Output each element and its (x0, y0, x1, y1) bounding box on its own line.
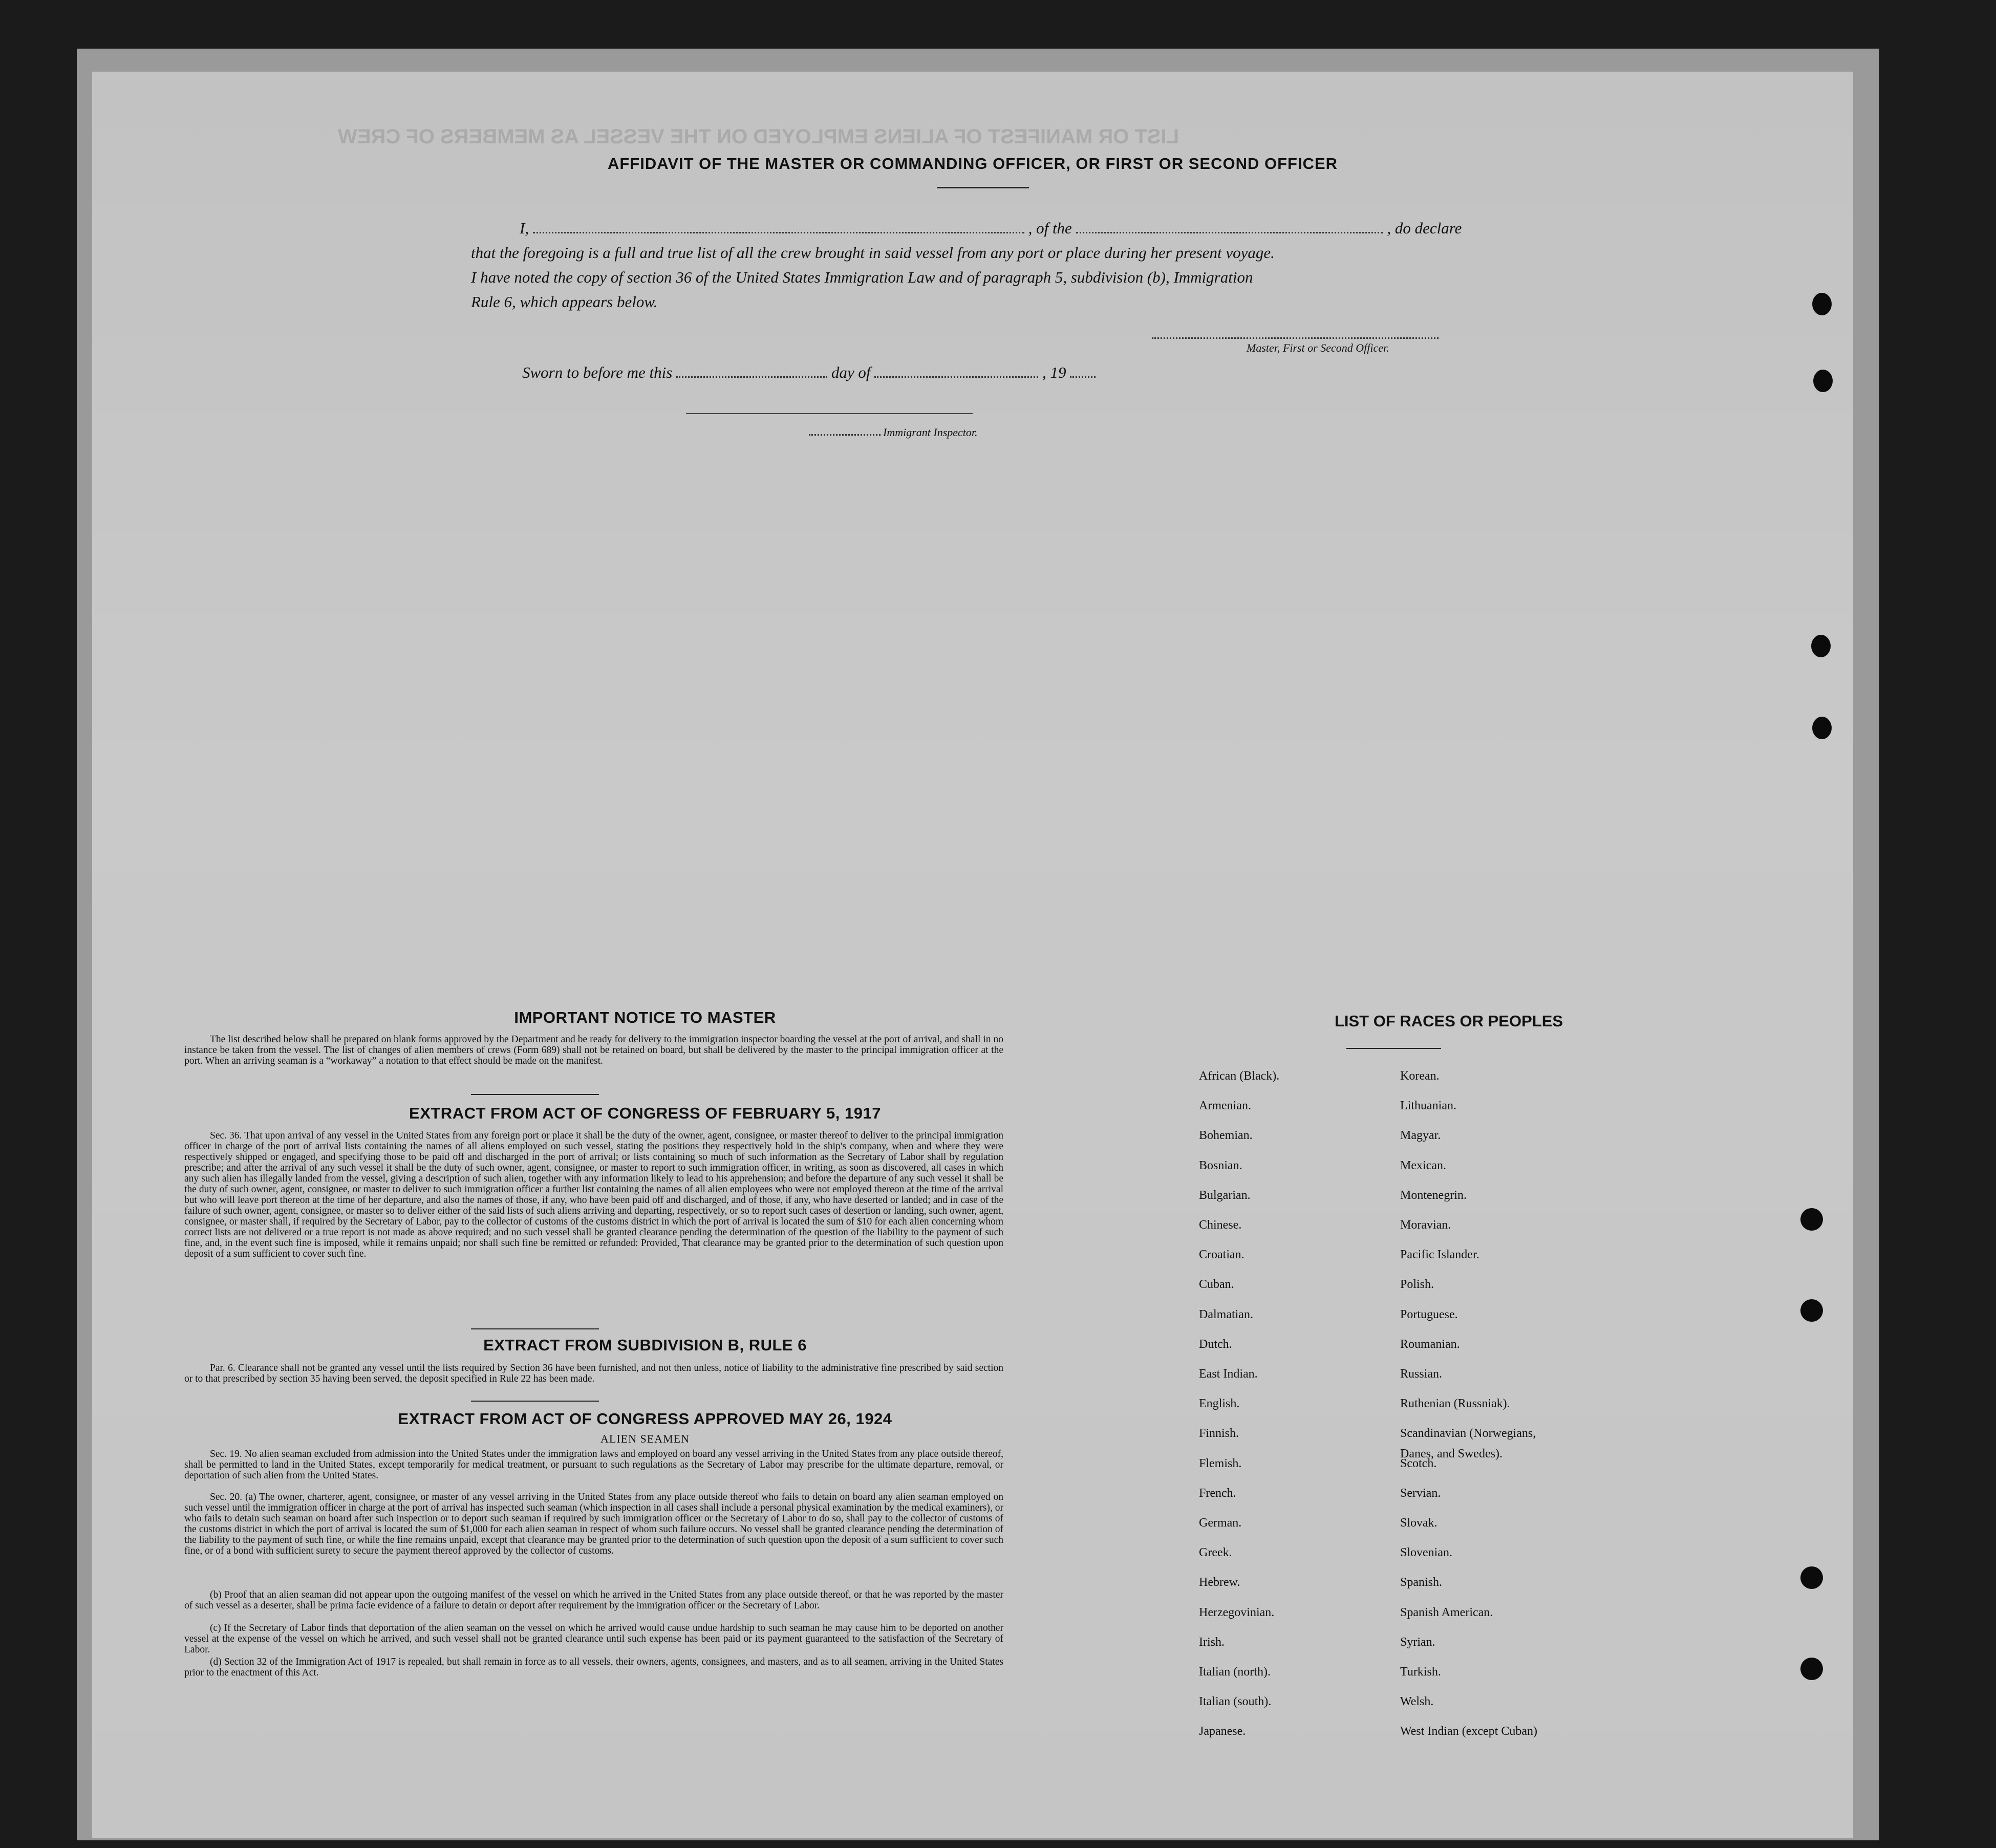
do-declare-label: , do declare (1387, 219, 1462, 237)
race-item: Cuban. (1199, 1278, 1234, 1291)
race-item: Syrian. (1400, 1636, 1435, 1649)
race-item: Roumanian. (1400, 1338, 1460, 1351)
divider (471, 1328, 599, 1329)
race-item: Scandinavian (Norwegians, (1400, 1427, 1536, 1440)
race-item: Greek. (1199, 1546, 1232, 1559)
rule-6-text: Par. 6. Clearance shall not be granted any vessel until the lists required by Section 36 have been furnished, and not then unless, notice of liability to the administrative fine prescribed by said section or to that prescribed by section 35 having been served, the deposit specified in Rule 22 has been made. (184, 1363, 1003, 1384)
master-signature-field[interactable] (1152, 335, 1439, 339)
race-item: Croatian. (1199, 1248, 1244, 1261)
affidavit-line-4: Rule 6, which appears below. (471, 293, 658, 311)
notice-title: IMPORTANT NOTICE TO MASTER (514, 1008, 776, 1026)
race-item: Welsh. (1400, 1695, 1434, 1708)
binder-hole (1800, 1566, 1823, 1589)
race-item: African (Black). (1199, 1069, 1280, 1083)
race-item: Portuguese. (1400, 1308, 1458, 1321)
race-item: Irish. (1199, 1636, 1225, 1649)
race-item: Dutch. (1199, 1338, 1232, 1351)
extract-1924-subtitle: ALIEN SEAMEN (600, 1432, 690, 1445)
sworn-line (522, 363, 1096, 382)
race-item: Slovenian. (1400, 1546, 1452, 1559)
races-title-underline (1346, 1048, 1441, 1049)
race-item: Italian (north). (1199, 1665, 1271, 1679)
race-item: Finnish. (1199, 1427, 1239, 1440)
race-item: Polish. (1400, 1278, 1434, 1291)
race-item: Mexican. (1400, 1159, 1446, 1172)
declarant-name-field[interactable] (533, 230, 1024, 233)
race-item: Chinese. (1199, 1218, 1242, 1232)
extract-1917-text: Sec. 36. That upon arrival of any vessel in the United States from any foreign port or place it shall be the duty of the owner, agent, consignee, or master thereof to deliver to the principal immigration officer in charge of the port of arrival lists containing the names of all aliens employed on such vessel, stating the positions they respectively hold in the ship's company, when and where they were respectively shipped or engaged, and specifying those to be paid off and discharged in the port of arrival; or lists containing so much of such information as the Secretary of Labor shall by regulation prescribe; and after the arrival of any such vessel it shall be the duty of such owner, agent, consignee, or master to report to such immigration officer, in writing, as soon as discovered, all cases in which any such alien has illegally landed from the vessel, giving a description of such alien, together with any information likely to lead to his apprehension; and before the departure of any such vessel it shall be the duty of such owner, agent, consignee, or master to deliver to such immigration officer a further list containing the names of all alien employees who were not employed thereon at the time of the arrival but who will leave port thereon at the time of her departure, and also the names of those, if any, who have been paid off and discharged, and of those, if any, who have deserted or landed; and in case of the failure of such owner, agent, consignee, or master so to deliver either of the said lists of such aliens arriving and departing, respectively, or so to report such cases of desertion or landing, such owner, agent, consignee, or master shall, if required by the Secretary of Labor, pay to the collector of customs of the customs district in which the port of arrival is located the sum of $10 for each alien concerning whom correct lists are not delivered or a true report is not made as above required; and no such vessel shall be granted clearance pending the determination of the question of the liability to the payment of such fine, and, in the event such fine is imposed, while it remains unpaid; nor shall such fine be remitted or refunded: Provided, That clearance may be granted prior to the determination of such question upon deposit of a sum sufficient to cover such fine. (184, 1130, 1003, 1259)
race-item: Lithuanian. (1400, 1099, 1456, 1112)
race-item: Spanish American. (1400, 1606, 1493, 1619)
binder-hole (1811, 635, 1831, 657)
of-the-label: , of the (1028, 219, 1072, 237)
inspector-label: Immigrant Inspector. (883, 426, 978, 439)
binder-hole (1800, 1299, 1823, 1322)
title-underline (937, 187, 1029, 188)
race-item: Herzegovinian. (1199, 1606, 1275, 1619)
race-item: Bulgarian. (1199, 1189, 1251, 1202)
binder-hole (1800, 1658, 1823, 1680)
race-item: Italian (south). (1199, 1695, 1272, 1708)
divider (471, 1401, 599, 1402)
race-item: Russian. (1400, 1367, 1443, 1381)
race-item: West Indian (except Cuban) (1400, 1725, 1537, 1738)
race-item: French. (1199, 1487, 1236, 1500)
race-item: Slovak. (1400, 1516, 1437, 1530)
sworn-year-field[interactable] (1070, 374, 1096, 378)
sec-20a-text: Sec. 20. (a) The owner, charterer, agent, consignee, or master of any vessel arriving in the United States from any place outside thereof who fails to detain on board any alien seaman employed on such vessel until the immigration officer in charge at the port of arrival has inspected such seaman (which inspection in all cases shall include a personal physical examination by the medical examiners), or who fails to detain such seaman on board after such inspection or to deport such seaman if required by such immigration officer or the Secretary of Labor to do so, shall pay to the collector of customs of the customs district in which the port of arrival is located the sum of $1,000 for each alien seaman in respect of whom such failure occurs. No vessel shall be granted clearance pending the determination of the liability to the payment of such fine, or while the fine remains unpaid, except that clearance may be granted prior to the determination of such question upon the deposit of a sum sufficient to cover such fine, or of a bond with sufficient surety to secure the payment thereof approved by the collector of customs. (184, 1492, 1003, 1556)
race-item: Bohemian. (1199, 1129, 1253, 1142)
sec-20d-text: (d) Section 32 of the Immigration Act of 1917 is repealed, but shall remain in force as to all vessels, their owners, agents, consignees, and masters, and as to all seamen, arriving in the United States prior to the enactment of this Act. (184, 1657, 1003, 1678)
declarant-label: I, (520, 219, 529, 237)
vessel-name-field[interactable] (1076, 230, 1383, 233)
binder-hole (1813, 370, 1833, 392)
binder-hole (1812, 293, 1832, 315)
bleedthrough-heading: LIST OR MANIFEST OF ALIENS EMPLOYED ON THE VESSEL AS MEMBERS OF CREW (338, 125, 1179, 148)
race-item: Montenegrin. (1400, 1189, 1467, 1202)
race-item: Scotch. (1400, 1457, 1437, 1470)
rule-6-title: EXTRACT FROM SUBDIVISION B, RULE 6 (483, 1336, 807, 1354)
race-item: Spanish. (1400, 1576, 1443, 1589)
sec-20b-text: (b) Proof that an alien seaman did not appear upon the outgoing manifest of the vessel on which he arrived in the United States from any place outside thereof, or that he was reported by the master of such vessel as a deserter, shall be prima facie evidence of a failure to detain or deport after requirement by the immigration officer or the Secretary of Labor. (184, 1589, 1003, 1611)
extract-1917-title: EXTRACT FROM ACT OF CONGRESS OF FEBRUARY 5, 1917 (409, 1104, 881, 1122)
race-item: Servian. (1400, 1487, 1441, 1500)
affidavit-line-2: that the foregoing is a full and true list of all the crew brought in said vessel from any port or place during her present voyage. (471, 244, 1275, 262)
document-page (92, 72, 1853, 1838)
races-title: LIST OF RACES OR PEOPLES (1334, 1012, 1563, 1030)
race-item: Magyar. (1400, 1129, 1441, 1142)
affidavit-title: AFFIDAVIT OF THE MASTER OR COMMANDING OFFICER, OR FIRST OR SECOND OFFICER (607, 155, 1338, 173)
race-item-continuation: Danes, and Swedes). (1400, 1447, 1503, 1460)
race-item: Ruthenian (Russniak). (1400, 1397, 1510, 1410)
sworn-label: Sworn to before me this (522, 363, 673, 381)
affidavit-line-3: I have noted the copy of section 36 of the United States Immigration Law and of paragraph 5, subdivision (b), Immigration (471, 268, 1253, 286)
notice-text: The list described below shall be prepared on blank forms approved by the Department and be ready for delivery to the immigration inspector boarding the vessel at the port of arrival, and shall in no instance be taken from the vessel. The list of changes of alien members of crews (Form 689) shall not be retained on board, but shall be delivered by the master to the principal immigration officer at the port. When an arriving seaman is a “workaway” a notation to that effect should be made on the manifest. (184, 1034, 1003, 1066)
race-item: Bosnian. (1199, 1159, 1242, 1172)
race-item: Japanese. (1199, 1725, 1246, 1738)
divider (471, 1094, 599, 1095)
sworn-month-field[interactable] (874, 374, 1038, 378)
sworn-day-field[interactable] (676, 374, 827, 378)
race-item: Korean. (1400, 1069, 1440, 1083)
race-item: Moravian. (1400, 1218, 1451, 1232)
race-item: Pacific Islander. (1400, 1248, 1479, 1261)
day-of-label: day of (831, 363, 871, 381)
race-item: Armenian. (1199, 1099, 1251, 1112)
inspector-signature-line[interactable] (686, 413, 973, 414)
race-item: Hebrew. (1199, 1576, 1240, 1589)
inspector-dotted-lead (809, 432, 881, 436)
binder-hole (1800, 1208, 1823, 1231)
extract-1924-title: EXTRACT FROM ACT OF CONGRESS APPROVED MAY 26, 1924 (398, 1410, 892, 1428)
race-item: English. (1199, 1397, 1240, 1410)
race-item: Dalmatian. (1199, 1308, 1253, 1321)
master-signature-label: Master, First or Second Officer. (1247, 341, 1389, 354)
affidavit-line-1 (520, 219, 1462, 238)
race-item: German. (1199, 1516, 1242, 1530)
race-item: East Indian. (1199, 1367, 1258, 1381)
race-item: Flemish. (1199, 1457, 1242, 1470)
sec-20c-text: (c) If the Secretary of Labor finds that deportation of the alien seaman on the vessel on which he arrived would cause undue hardship to such seaman he may cause him to be deported on another vessel at the expense of the vessel on which he arrived, and such vessel shall not be granted clearance until such expense has been paid or its payment guaranteed to the satisfaction of the Secretary of Labor. (184, 1623, 1003, 1655)
race-item: Turkish. (1400, 1665, 1441, 1679)
sec-19-text: Sec. 19. No alien seaman excluded from admission into the United States under the immigration laws and employed on board any vessel arriving in the United States from any place outside thereof, shall be permitted to land in the United States, except temporarily for medical treatment, or pursuant to such regulations as the Secretary of Labor may prescribe for the ultimate departure, removal, or deportation of such alien from the United States. (184, 1449, 1003, 1481)
binder-hole (1812, 717, 1832, 739)
year-prefix-label: , 19 (1042, 363, 1066, 381)
